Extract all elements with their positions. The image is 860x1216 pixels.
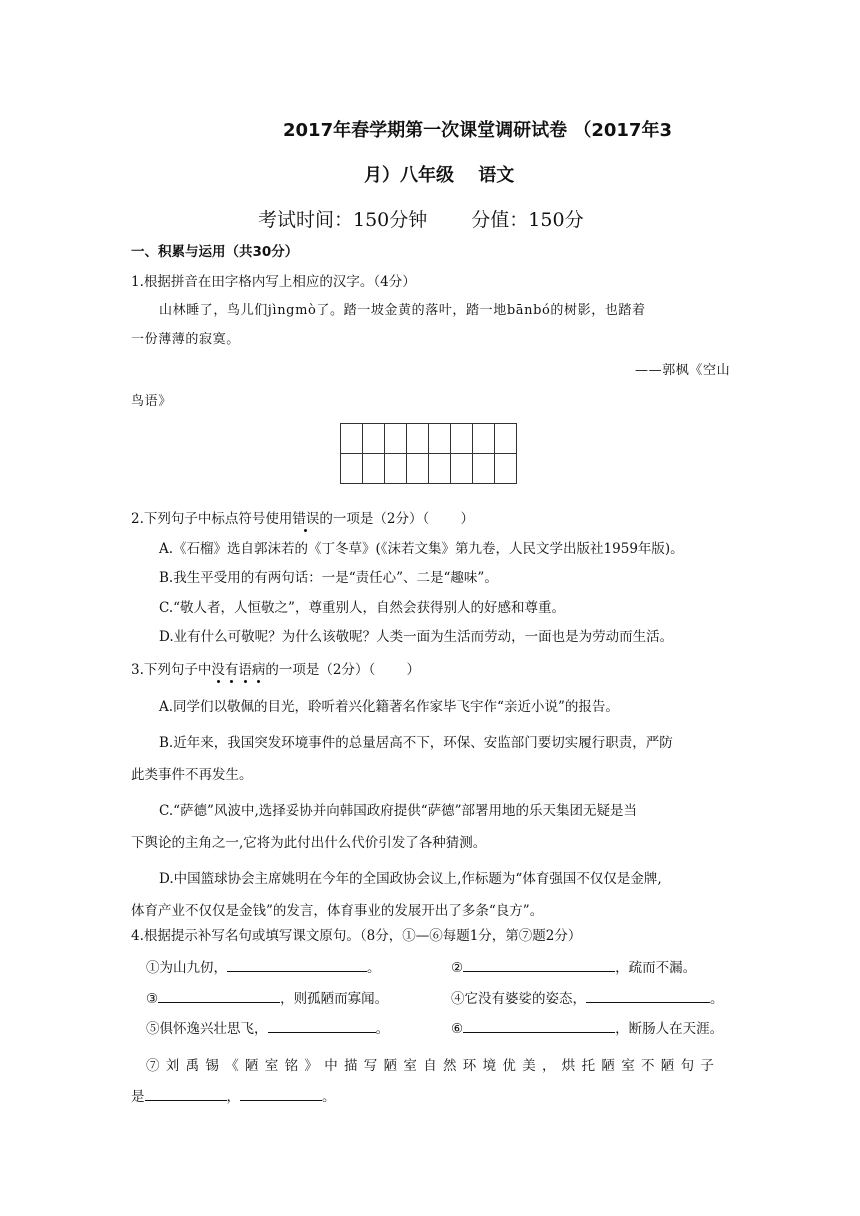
q4-blank[interactable]: [268, 1018, 376, 1033]
q4-item-7-text: 是: [131, 1089, 145, 1105]
q3-stem-emphasis: [211, 662, 265, 678]
q4-item-6: [451, 1017, 723, 1037]
q3-option-b-line2: 此类事件不再发生。: [131, 767, 253, 783]
q4-blank[interactable]: [240, 1086, 322, 1101]
q4-item-3-text: ③: [146, 991, 159, 1007]
q3-option-b-line1: B.近年来，我国突发环境事件的总量居高不下，环保、安监部门要切实履行职责，严防: [159, 735, 673, 751]
q4-item-1-end: 。: [367, 960, 381, 976]
q4-blank[interactable]: [145, 1086, 227, 1101]
q4-item-7-line1: ⑦刘禹锡《陋室铭》中描写陋室自然环境优美，烘托陋室不陋句子: [146, 1058, 721, 1074]
q4-item-4-text: ④它没有婆娑的姿态，: [451, 991, 586, 1007]
section-heading: 一、积累与运用（共30分）: [131, 244, 299, 260]
q2-option-a: A.《石榴》选自郭沫若的《丁冬草》(《沫若文集》第九卷，人民文学出版社1959年版)。: [159, 541, 684, 557]
q1-stem: 1.根据拼音在田字格内写上相应的汉字。（4分）: [131, 274, 416, 290]
exam-title-line1: 2017年春学期第一次课堂调研试卷 （2017年3: [283, 120, 672, 141]
q4-blank[interactable]: [463, 1018, 615, 1033]
q1-passage-line1: 山林睡了，鸟儿们jìngmò了。踏一坡金黄的落叶，踏一地bānbó的树影，也踏着: [159, 303, 646, 318]
q1-attribution-line2: 鸟语》: [131, 394, 172, 409]
q3-option-c-line1: C.“萨德”风波中,选择妥协并向韩国政府提供“萨德”部署用地的乐天集团无疑是当: [159, 803, 638, 819]
q1-passage-line2: 一份薄薄的寂寞。: [131, 332, 240, 347]
q3-emph-char: 没: [211, 662, 225, 678]
q4-item-3: [146, 987, 388, 1007]
q4-stem: 4.根据提示补写名句或填写课文原句。（8分，①—⑥每题1分，第⑦题2分）: [131, 928, 582, 944]
q3-stem-after: 的一项是（2分）（ ）: [265, 662, 421, 678]
q3-option-a: A.同学们以敬佩的目光，聆听着兴化籍著名作家毕飞宇作“亲近小说”的报告。: [159, 699, 619, 715]
q4-item-2-end: ，疏而不漏。: [615, 960, 697, 976]
q4-item-2: [451, 956, 696, 976]
q4-item-7-end: 。: [322, 1089, 336, 1105]
exam-info: 考试时间：150分钟 分值：150分: [258, 209, 584, 231]
tianzige-answer-grid[interactable]: [340, 423, 517, 484]
q2-stem-before: 2.下列句子中标点符号使用: [131, 511, 293, 527]
q4-item-7-sep: ，: [226, 1089, 240, 1105]
q3-option-c-line2: 下舆论的主角之一,它将为此付出什么代价引发了各种猜测。: [131, 835, 487, 851]
q4-blank[interactable]: [463, 957, 615, 972]
q4-item-7-line2: [131, 1085, 336, 1105]
q4-item-4: [451, 987, 724, 1007]
q4-item-1: [146, 956, 381, 976]
q4-item-2-text: ②: [451, 960, 464, 976]
q3-stem: [131, 658, 420, 678]
q1-attribution-line1: ——郭枫《空山: [635, 363, 731, 378]
q4-item-1-text: ①为山九仞，: [146, 960, 227, 976]
q4-blank[interactable]: [586, 988, 710, 1003]
q3-option-d-line1: D.中国篮球协会主席姚明在今年的全国政协会议上,作标题为“体育强国不仅仅是金牌,: [159, 871, 662, 887]
q3-emph-char: 有: [224, 662, 239, 678]
q4-item-5-text: ⑤俱怀逸兴壮思飞，: [146, 1021, 268, 1037]
q4-blank[interactable]: [158, 988, 280, 1003]
q4-blank[interactable]: [227, 957, 367, 972]
exam-title-line2: 月）八年级 语文: [364, 165, 515, 186]
q4-item-5: [146, 1017, 389, 1037]
q4-item-6-end: ，断肠人在天涯。: [615, 1021, 724, 1037]
q3-emph-char: 病: [251, 662, 266, 678]
q4-item-4-end: 。: [710, 991, 724, 1007]
q2-stem: [131, 507, 474, 527]
q4-item-5-end: 。: [375, 1021, 389, 1037]
q3-stem-before: 3.下列句子中: [131, 662, 212, 678]
q2-stem-after: 的一项是（2分）（ ）: [319, 511, 475, 527]
q4-item-3-end: ，则孤陋而寡闻。: [280, 991, 389, 1007]
q4-item-6-text: ⑥: [451, 1021, 464, 1037]
q2-option-d: D.业有什么可敬呢？为什么该敬呢？人类一面为生活而劳动，一面也是为劳动而生活。: [159, 629, 674, 645]
q3-emph-char: 语: [238, 662, 252, 678]
q2-option-b: B.我生平受用的有两句话：一是“责任心”、二是“趣味”。: [159, 570, 498, 586]
q2-option-c: C.“敬人者，人恒敬之”，尊重别人，自然会获得别人的好感和尊重。: [159, 600, 565, 616]
q2-stem-emphasis: 错误: [292, 511, 320, 527]
q3-option-d-line2: 体育产业不仅仅是金钱”的发言，体育事业的发展开出了多条“良方”。: [131, 903, 544, 919]
